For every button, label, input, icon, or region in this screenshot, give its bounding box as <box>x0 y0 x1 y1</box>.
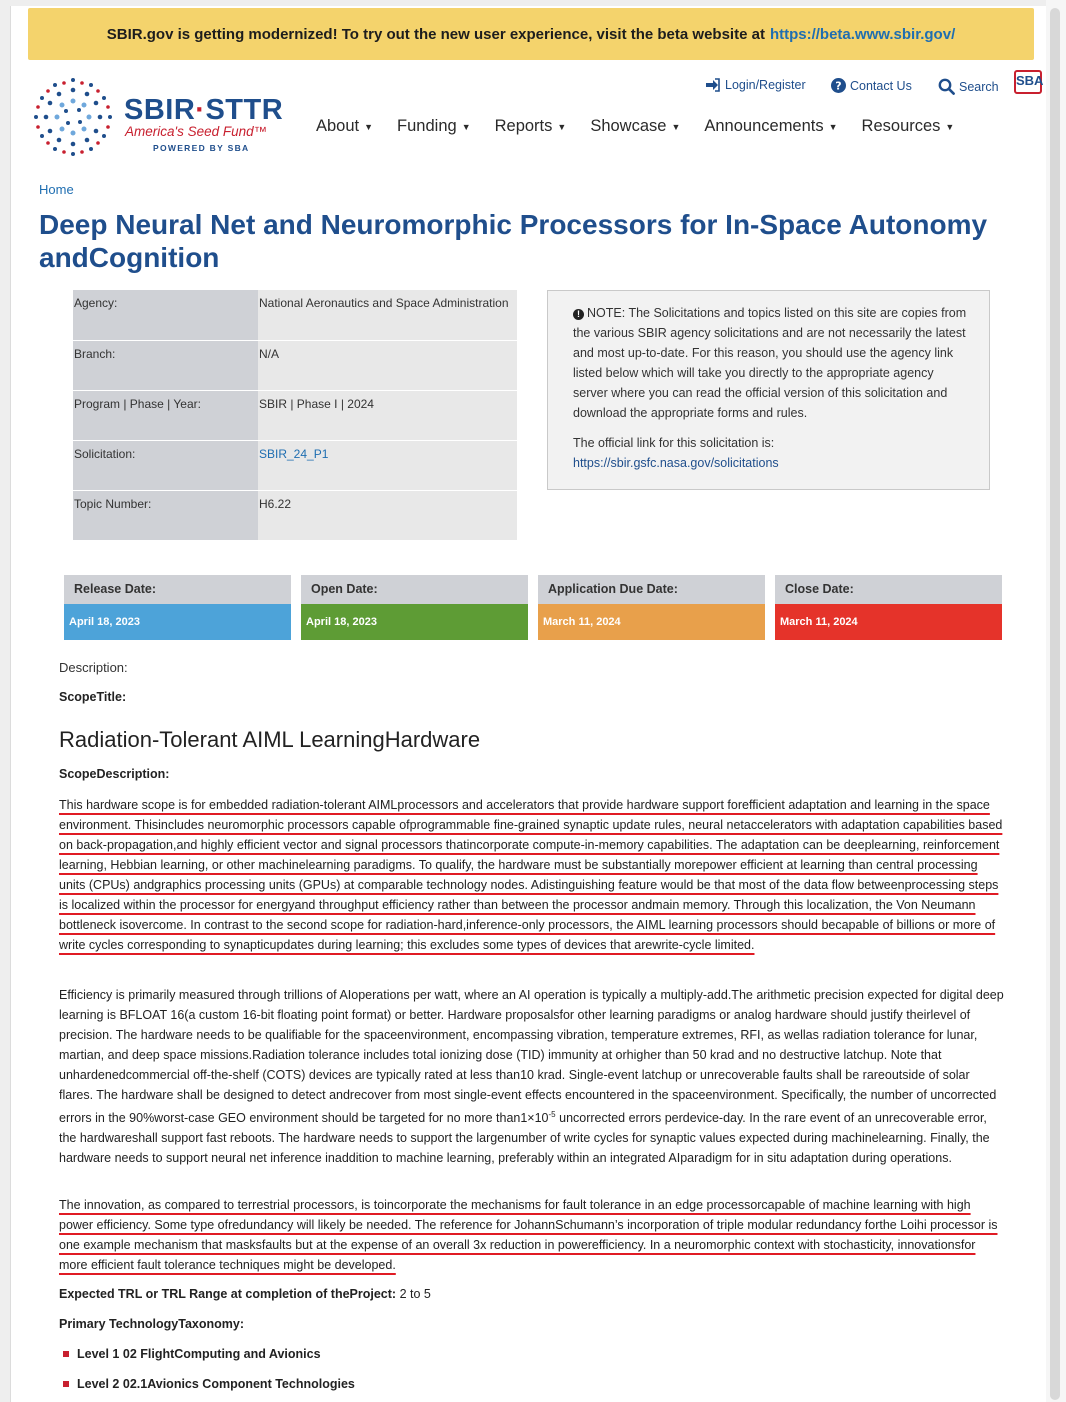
agency-value: National Aeronautics and Space Administration <box>258 290 517 340</box>
table-row <box>73 290 517 340</box>
login-register-link[interactable] <box>705 78 806 92</box>
beta-banner <box>28 8 1034 60</box>
agency-label: Agency: <box>73 290 258 340</box>
open-date <box>301 575 528 640</box>
nav-funding-label: Funding <box>397 117 457 135</box>
release-date-value: April 18, 2023 <box>64 604 291 640</box>
scope-title-label: ScopeTitle: <box>59 690 127 704</box>
sba-badge[interactable]: SBA <box>1014 70 1042 94</box>
trl-label: Expected TRL or TRL Range at completion of theProject: <box>59 1287 397 1301</box>
application-due-date-label: Application Due Date: <box>538 575 765 604</box>
solicitation-info-table <box>73 290 517 541</box>
topic-number-value: H6.22 <box>258 490 517 540</box>
scope-description-label: ScopeDescription: <box>59 767 170 781</box>
logo-brand-dot: · <box>195 94 206 126</box>
svg-text:?: ? <box>835 79 842 93</box>
nav-funding[interactable] <box>397 117 471 136</box>
beta-link[interactable]: https://beta.www.sbir.gov/ <box>769 25 956 43</box>
table-row <box>73 440 517 490</box>
taxonomy-item-2: Level 2 02.1Avionics Component Technologies <box>77 1377 355 1391</box>
table-row <box>73 490 517 540</box>
open-date-label: Open Date: <box>301 575 528 604</box>
release-date <box>64 575 291 640</box>
search-link[interactable] <box>938 78 999 95</box>
caret-down-icon: ▼ <box>945 121 955 132</box>
nav-announcements[interactable] <box>704 117 837 136</box>
solicitation-cell <box>258 440 517 490</box>
scope-paragraph-2-exponent: -5 <box>548 1110 556 1119</box>
page-title: Deep Neural Net and Neuromorphic Processors for In-Space Autonomy andCognition <box>39 209 988 273</box>
nav-about-label: About <box>316 117 360 135</box>
contact-us-link[interactable] <box>831 78 912 93</box>
solicitation-label: Solicitation: <box>73 440 258 490</box>
nav-resources-label: Resources <box>861 117 941 135</box>
close-date <box>775 575 1002 640</box>
main-nav <box>316 117 978 136</box>
open-date-value: April 18, 2023 <box>301 604 528 640</box>
table-row <box>73 340 517 390</box>
scope-paragraph-2 <box>59 985 1007 1168</box>
logo-burst-icon <box>30 74 116 160</box>
question-circle-icon <box>831 78 846 93</box>
scope-paragraph-2-part-b: uncorrected errors perdevice-day. In the rare event of an unrecoverable error, the hardwareshall support fast reboots. The hardware needs to support the largenumber of write cycles for synaptic values expected during machinelearning. Finally, the hardware needs to support neural net inference inaddition to machine learning, preferably within an integrated AIparadigm for in situ adaptation during operations. <box>59 1111 990 1166</box>
logo-brand-sttr: STTR <box>205 94 284 126</box>
application-due-date <box>538 575 765 640</box>
application-due-date-value: March 11, 2024 <box>538 604 765 640</box>
caret-down-icon: ▼ <box>461 121 471 132</box>
sign-in-icon <box>705 78 721 92</box>
nav-reports[interactable] <box>495 117 567 136</box>
logo-brand-sbir: SBIR <box>124 94 196 126</box>
note-text: NOTE: The Solicitations and topics listed on this site are copies from the various SBIR agency solicitations and are not necessarily the latest and most up-to-date. For this reason, you should use the agency link listed below which will take you directly to the appropriate agency server where you can read the official version of this solicitation and download the appropriate forms and rules. <box>573 306 967 420</box>
release-date-label: Release Date: <box>64 575 291 604</box>
branch-label: Branch: <box>73 340 258 390</box>
taxonomy-item-1: Level 1 02 FlightComputing and Avionics <box>77 1347 321 1361</box>
nav-announcements-label: Announcements <box>704 117 824 135</box>
search-icon <box>938 78 955 95</box>
bullet-square-icon <box>63 1381 69 1387</box>
official-solicitation-link[interactable]: https://sbir.gsfc.nasa.gov/solicitations <box>573 456 779 470</box>
program-label: Program | Phase | Year: <box>73 390 258 440</box>
contact-us-label: Contact Us <box>850 78 912 93</box>
list-item <box>63 1347 321 1361</box>
nav-resources[interactable] <box>862 117 955 136</box>
nav-reports-label: Reports <box>494 117 553 135</box>
nav-showcase-label: Showcase <box>590 117 667 135</box>
topic-number-label: Topic Number: <box>73 490 258 540</box>
scope-paragraph-2-part-a: Efficiency is primarily measured through trillions of AIoperations per watt, where an AI operation is typically a multiply-add.The arithmetic precision expected for digital deep learning is BFLOAT 16(a custom 16-bit floating point format) or better. Hardware proposalsfor other learning paradigms or analog hardware should justify theirlevel of precision. The hardware needs to be qualifiable for the spaceenvironment, encompassing vibration, temperature extremes, RFI, as wellas radiation tolerance for lunar, martian, and deep space missions.Radiation tolerance includes total ionizing dose (TID) immunity at orhigher than 50 krad and no destructive latchup. Note that unhardenedcommercial off-the-shelf (COTS) devices are typically rated at less than10 krad. Single-event latchup or unrecoverable faults shall be rareoutside of solar flares. The hardware shall be designed to detect andrecover from most single-event effects encountered in the spaceenvironment. Specifically, the number of uncorrected errors in the 90%worst-case GEO environment should be targeted for no more than1×10 <box>59 988 1004 1126</box>
breadcrumb-home[interactable]: Home <box>39 182 74 197</box>
note-text-paragraph <box>573 303 967 423</box>
solicitation-note <box>547 290 990 490</box>
logo-brand <box>124 94 283 127</box>
nav-showcase[interactable] <box>590 117 680 136</box>
beta-banner-text: SBIR.gov is getting modernized! To try out the new user experience, visit the beta website at <box>106 25 765 43</box>
nav-about[interactable] <box>316 117 373 136</box>
scope-paragraph-1: This hardware scope is for embedded radiation-tolerant AIMLprocessors and accelerators that provide hardware support forefficient adaptation and learning in the space environment. Thisincludes neuromorphic processors capable ofprogrammable fine-grained synaptic update rules, neural netaccelerators with adaptation capabilities based on back-propagation,and highly efficient vector and signal processors thatincorporate compute-in-memory capabilities. The adaptation can be deeplearning, reinforcement learning, Hebbian learning, or other machinelearning paradigms. To qualify, the hardware must be substantially morepower efficient at learning than central processing units (CPUs) andgraphics processing units (GPUs) at comparable technology nodes. Adistinguishing feature would be that most of the data flow betweenprocessing steps is localized within the processor for energyand throughput efficiency rather than between the processor andmain memory. Through this localization, the Von Neumann bottleneck isovercome. In contrast to the second scope for radiation-hard,inference-only processors, the AIML learning processors should becapable of billions or more of write cycles corresponding to synapticupdates during learning; this excludes some types of devices that arewrite-cycle limited. <box>59 798 1003 952</box>
bullet-square-icon <box>63 1351 69 1357</box>
list-item <box>63 1377 355 1391</box>
exclamation-circle-icon: ! <box>573 309 584 320</box>
note-link-label: The official link for this solicitation is: <box>573 436 775 450</box>
note-link-paragraph <box>573 433 967 473</box>
trl-line <box>59 1287 431 1301</box>
program-value: SBIR | Phase I | 2024 <box>258 390 517 440</box>
close-date-value: March 11, 2024 <box>775 604 1002 640</box>
taxonomy-label: Primary TechnologyTaxonomy: <box>59 1317 244 1331</box>
caret-down-icon: ▼ <box>828 121 838 132</box>
logo-powered-by: POWERED BY SBA <box>153 143 250 153</box>
branch-value: N/A <box>258 340 517 390</box>
trl-value: 2 to 5 <box>399 1287 431 1301</box>
logo-tagline: America's Seed Fund™ <box>125 124 268 139</box>
scope-title: Radiation-Tolerant AIML LearningHardware <box>59 727 481 752</box>
close-date-label: Close Date: <box>775 575 1002 604</box>
scrollbar[interactable] <box>1050 8 1060 1400</box>
table-row <box>73 390 517 440</box>
solicitation-link[interactable]: SBIR_24_P1 <box>259 446 329 461</box>
caret-down-icon: ▼ <box>364 121 374 132</box>
scope-paragraph-3: The innovation, as compared to terrestrial processors, is toincorporate the mechanisms for fault tolerance in an edge processorcapable of machine learning with high power efficiency. Some type ofredundancy will likely be needed. The reference for JohannSchumann’s incorporation of triple modular redundancy forthe Loihi processor is one example mechanism that masksfaults but at the expense of an overall 3x reduction in powerefficiency. In a neuromorphic context with stochasticity, innovationsfor more efficient fault tolerance techniques might be developed. <box>59 1198 998 1272</box>
search-label: Search <box>959 79 999 94</box>
caret-down-icon: ▼ <box>557 121 567 132</box>
login-register-label: Login/Register <box>725 78 806 92</box>
date-strip <box>64 575 1002 640</box>
sbir-logo[interactable] <box>30 74 290 160</box>
description-label: Description: <box>59 660 128 675</box>
caret-down-icon: ▼ <box>671 121 681 132</box>
